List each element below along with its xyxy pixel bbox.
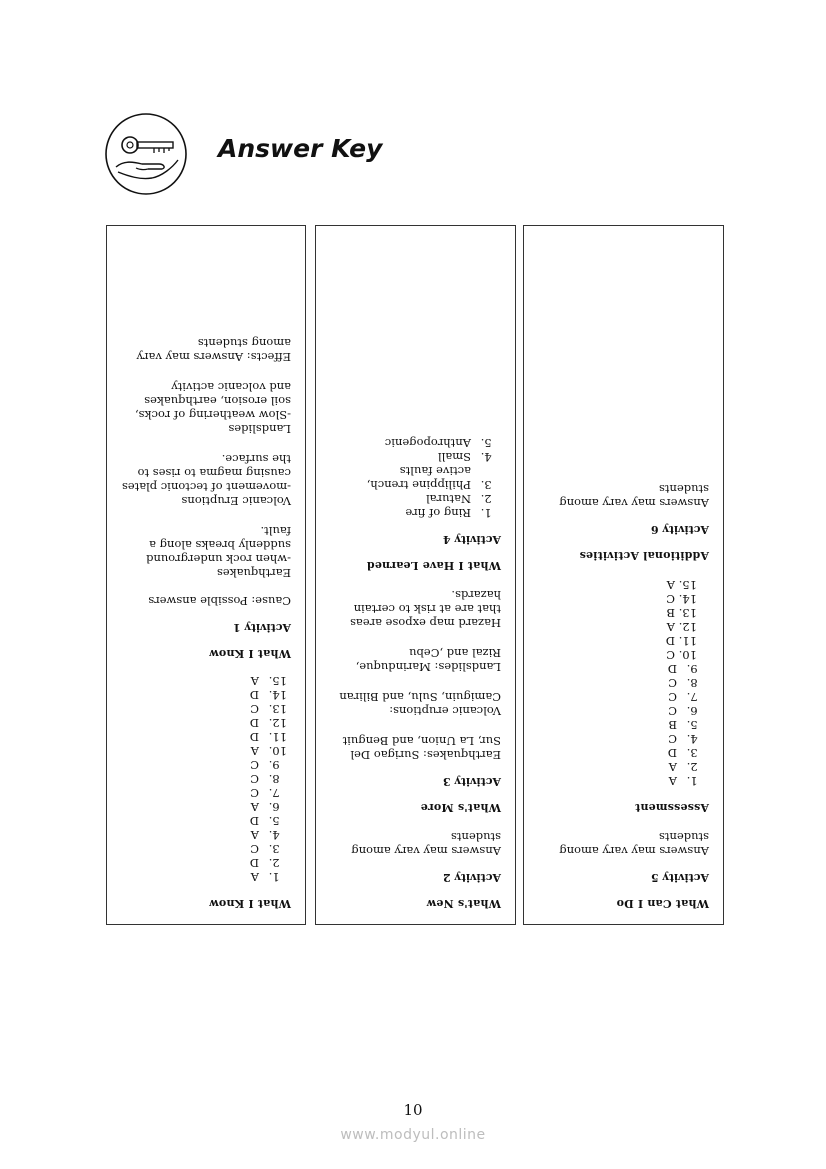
answer-list <box>121 674 291 884</box>
list-item: 6. A <box>121 800 265 814</box>
list-item: 2. A <box>538 760 683 774</box>
answer-block <box>121 524 291 580</box>
section-heading: What Can I Do <box>616 897 709 910</box>
list-item: 11. D <box>121 730 265 744</box>
answer-text: -Slow weathering of rocks, <box>134 408 291 422</box>
list-item: 8. C <box>121 772 265 786</box>
answer-text: students <box>658 482 709 496</box>
list-item: 1. A <box>121 870 265 884</box>
page-title: Answer Key <box>218 134 383 163</box>
key-in-hand-icon <box>104 112 188 196</box>
answer-text: Camiguin, Sulu, and Biliran <box>339 690 501 704</box>
section-heading: What's New <box>426 897 501 910</box>
list-item: 15. A <box>666 578 697 592</box>
list-item: 4. A <box>121 828 265 842</box>
answer-block <box>121 336 291 364</box>
answer-text: among students <box>197 336 291 350</box>
answer-text: Answers may vary among <box>559 844 709 858</box>
list-item: 4. C <box>538 732 683 746</box>
activity-heading: Activity 4 <box>442 533 501 546</box>
answer-block <box>121 380 291 436</box>
list-item: 1. Ring of fire <box>330 506 477 520</box>
activity-heading: Activity 3 <box>442 775 501 788</box>
answer-text: students <box>658 830 709 844</box>
list-item: 5. D <box>121 814 265 828</box>
answer-text: Landslides <box>228 422 291 436</box>
list-item: 10. C <box>666 648 697 662</box>
answer-text: Sur, La Union, and Benguit <box>342 734 501 748</box>
list-item: 5. B <box>538 718 683 732</box>
list-item: 11. D <box>665 634 697 648</box>
answer-text: Earthquakes <box>216 566 291 580</box>
answer-text: and volcanic activity <box>171 380 291 394</box>
section-heading: What I Know <box>209 897 291 910</box>
list-item: 9. D <box>538 662 683 676</box>
answer-text: Volcanic Eruptions <box>181 494 291 508</box>
list-item: 5. Anthropogenic <box>330 436 477 450</box>
list-item: 7. C <box>538 690 683 704</box>
answer-text: Hazard map expose areas <box>350 616 501 630</box>
list-item: 12. A <box>666 620 697 634</box>
answer-column-3 <box>523 225 724 925</box>
list-item: 10. A <box>121 744 265 758</box>
answer-text: Cause: Possible answers <box>148 594 291 608</box>
answer-text: -movement of tectonic plates <box>121 480 291 494</box>
list-item: 2. D <box>121 856 265 870</box>
answer-text: Answers may vary among <box>351 844 501 858</box>
answer-block <box>330 830 501 858</box>
answer-block <box>330 734 501 762</box>
answer-block <box>538 578 709 662</box>
answer-text: the surface. <box>221 452 291 466</box>
answer-block <box>330 690 501 718</box>
list-item: 14. D <box>121 688 265 702</box>
list-item: 9. C <box>121 758 265 772</box>
answer-block <box>121 452 291 508</box>
section-heading: What's More <box>420 801 501 814</box>
answer-text: causing magma to rises to <box>137 466 291 480</box>
answer-text: Volcanic eruptions: <box>389 704 501 718</box>
page-number: 10 <box>403 1101 423 1119</box>
answer-text: fault. <box>260 524 291 538</box>
answer-block <box>538 482 709 510</box>
watermark: www.modyul.online <box>340 1127 486 1143</box>
list-item: 1. A <box>538 774 683 788</box>
list-item: 3. D <box>538 746 683 760</box>
section-heading: Additional Activities <box>579 549 709 562</box>
activity-heading: Activity 1 <box>232 621 291 634</box>
list-item: 3. Philippine trench, active faults <box>330 464 477 492</box>
answer-column-1 <box>106 225 306 925</box>
list-item: 6. C <box>538 704 683 718</box>
answer-text: that are at risk to certain <box>353 602 501 616</box>
answer-text: Earthquakes: Surigao Del <box>350 748 501 762</box>
answer-text: Landslides: Marinduque, <box>355 660 501 674</box>
answer-text: suddenly breaks along a <box>149 538 291 552</box>
activity-heading: Activity 6 <box>650 523 709 536</box>
list-item: 7. C <box>121 786 265 800</box>
answer-text: Answers may vary among <box>559 496 709 510</box>
section-heading: Assessment <box>634 801 709 814</box>
answer-text: soil erosion, earthquakes <box>144 394 291 408</box>
answer-text: Rizal and ,Cebu <box>409 646 501 660</box>
answer-text: Effects: Answers may vary <box>136 350 291 364</box>
section-heading: What I Know <box>209 647 291 660</box>
activity-heading: Activity 5 <box>650 871 709 884</box>
answer-text: hazards. <box>451 588 501 602</box>
answer-text: -when rock underground <box>146 552 291 566</box>
list-item: 13. B <box>666 606 697 620</box>
list-item: 13. C <box>121 702 265 716</box>
activity-heading: Activity 2 <box>442 871 501 884</box>
answer-block <box>330 646 501 674</box>
list-item: 2. Natural <box>330 492 477 506</box>
answer-block <box>330 588 501 630</box>
list-item: 12. D <box>121 716 265 730</box>
list-item: 4. Small <box>330 450 477 464</box>
answer-text: students <box>450 830 501 844</box>
list-item: 14. C <box>666 592 697 606</box>
list-item: 15. A <box>121 674 265 688</box>
section-heading: What I Have Learned <box>366 559 501 572</box>
answer-list <box>330 436 501 520</box>
list-item: 8. C <box>538 676 683 690</box>
answer-block <box>538 830 709 858</box>
answer-column-2 <box>315 225 516 925</box>
answer-list <box>538 662 709 788</box>
list-item: 3. C <box>121 842 265 856</box>
